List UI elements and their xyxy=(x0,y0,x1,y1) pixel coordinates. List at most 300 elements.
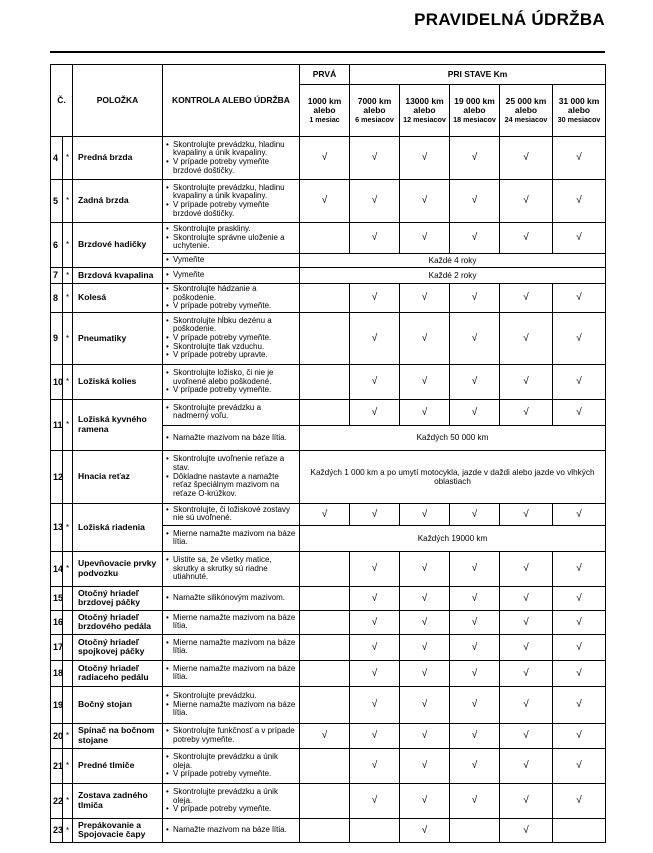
control-list xyxy=(166,727,297,744)
row-number: 18 xyxy=(51,660,63,686)
check-cell: √ xyxy=(400,610,450,634)
row-item: Otočný hriadeľ brzdového pedála xyxy=(73,610,163,634)
check-cell: √ xyxy=(350,399,400,425)
control-list xyxy=(166,141,297,176)
control-item: • V prípade potreby vymeňte brzdové doštičky. xyxy=(166,158,297,175)
check-cell: √ xyxy=(350,723,400,748)
row-number: 14 xyxy=(51,551,63,586)
check-cell xyxy=(300,399,350,425)
row-control xyxy=(163,723,300,748)
interval-header xyxy=(553,85,606,137)
check-cell xyxy=(300,364,350,399)
row-item: Zadná brzda xyxy=(73,180,163,223)
row-number: 23 xyxy=(51,818,63,842)
check-cell: √ xyxy=(350,312,400,364)
interval-or: alebo xyxy=(567,105,591,116)
control-item: • V prípade potreby vymeňte. xyxy=(166,805,297,814)
check-cell: √ xyxy=(500,551,553,586)
check-cell: √ xyxy=(450,180,500,223)
row-number: 15 xyxy=(51,586,63,610)
interval-note: Každých 1 000 km a po umytí motocykla, jazde v daždi alebo jazde vo vlhkých oblastiach xyxy=(300,450,606,503)
check-cell: √ xyxy=(450,723,500,748)
check-cell: √ xyxy=(300,503,350,525)
row-item: Otočný hriadeľ radiaceho pedálu xyxy=(73,660,163,686)
check-cell: √ xyxy=(350,503,400,525)
check-cell: √ xyxy=(400,660,450,686)
row-number: 9 xyxy=(51,312,63,364)
row-star: * xyxy=(63,268,73,284)
row-star: * xyxy=(63,818,73,842)
control-item: • V prípade potreby vymeňte. xyxy=(166,334,297,343)
check-cell: √ xyxy=(400,399,450,425)
interval-km: 31 000 km xyxy=(558,95,600,106)
check-cell: √ xyxy=(350,610,400,634)
control-item: • Skontrolujte prevádzku, hladinu kvapaliny a únik kvapaliny. xyxy=(166,184,297,201)
check-cell: √ xyxy=(500,686,553,723)
interval-note: Každých 19000 km xyxy=(300,525,606,551)
header-item: POLOŽKA xyxy=(73,65,163,137)
check-cell xyxy=(350,818,400,842)
title-rule xyxy=(50,51,605,53)
table-row xyxy=(51,399,606,425)
check-cell: √ xyxy=(450,610,500,634)
check-cell: √ xyxy=(400,503,450,525)
check-cell: √ xyxy=(553,634,606,660)
table-row xyxy=(51,137,606,180)
page-title: PRAVIDELNÁ ÚDRŽBA xyxy=(414,10,605,29)
check-cell xyxy=(300,610,350,634)
row-control xyxy=(163,223,300,254)
interval-months: 1 mesiac xyxy=(309,115,340,125)
row-item: Ložiská riadenia xyxy=(73,503,163,551)
check-cell: √ xyxy=(500,503,553,525)
interval-header xyxy=(500,85,553,137)
table-row xyxy=(51,284,606,313)
row-control xyxy=(163,450,300,503)
interval-or: alebo xyxy=(363,105,386,116)
row-item: Hnacia reťaz xyxy=(73,450,163,503)
check-cell: √ xyxy=(553,284,606,313)
control-item: • V prípade potreby vymeňte. xyxy=(166,386,297,395)
check-cell xyxy=(300,783,350,818)
check-cell: √ xyxy=(553,586,606,610)
control-list xyxy=(166,753,297,779)
control-item: • Skontrolujte prevádzku. xyxy=(166,692,297,701)
row-number: 10 xyxy=(51,364,63,399)
control-list xyxy=(166,556,297,582)
row-number: 4 xyxy=(51,137,63,180)
check-cell: √ xyxy=(553,503,606,525)
control-list xyxy=(166,404,297,421)
table-row xyxy=(51,450,606,503)
row-number: 11 xyxy=(51,399,63,450)
interval-km: 1000 km xyxy=(307,95,342,106)
row-item: Predné tlmiče xyxy=(73,748,163,783)
check-cell: √ xyxy=(450,399,500,425)
control-list xyxy=(166,271,297,280)
check-cell: √ xyxy=(553,312,606,364)
control-item: • Uistite sa, že všetky matice, skrutky a skrutky sú riadne utiahnuté. xyxy=(166,556,297,582)
row-number: 12 xyxy=(51,450,63,503)
table-row xyxy=(51,223,606,254)
control-item: • V prípade potreby vymeňte. xyxy=(166,770,297,779)
row-star: * xyxy=(63,312,73,364)
row-control xyxy=(163,180,300,223)
row-star xyxy=(63,610,73,634)
check-cell: √ xyxy=(553,723,606,748)
check-cell: √ xyxy=(450,783,500,818)
row-number: 8 xyxy=(51,284,63,313)
interval-or: alebo xyxy=(413,105,436,116)
row-item: Zostava zadného tlmiča xyxy=(73,783,163,818)
control-list xyxy=(166,639,297,656)
check-cell: √ xyxy=(450,364,500,399)
check-cell: √ xyxy=(400,818,450,842)
check-cell: √ xyxy=(500,223,553,254)
interval-months: 6 mesiacov xyxy=(355,115,394,125)
row-item: Prepákovanie a Spojovacie čapy xyxy=(73,818,163,842)
check-cell xyxy=(300,223,350,254)
check-cell: √ xyxy=(500,723,553,748)
row-control xyxy=(163,586,300,610)
row-control xyxy=(163,660,300,686)
control-item: • Mierne namažte mazivom na báze lítia. xyxy=(166,665,297,682)
check-cell: √ xyxy=(553,364,606,399)
check-cell: √ xyxy=(400,586,450,610)
row-star: * xyxy=(63,137,73,180)
control-list xyxy=(166,506,297,523)
row-control xyxy=(163,783,300,818)
control-item: • Skontrolujte, či ložiskové zostavy nie sú uvoľnené. xyxy=(166,506,297,523)
table-row xyxy=(51,268,606,284)
check-cell xyxy=(300,748,350,783)
header-odometer: PRI STAVE Km xyxy=(350,65,606,85)
interval-months: 12 mesiacov xyxy=(403,115,446,125)
row-control xyxy=(163,748,300,783)
control-item: • Skontrolujte prevádzku a únik oleja. xyxy=(166,753,297,770)
check-cell: √ xyxy=(400,364,450,399)
control-item: • Skontrolujte uvoľnenie reťaze a stav. xyxy=(166,455,297,472)
check-cell: √ xyxy=(500,312,553,364)
control-item: • V prípade potreby vymeňte. xyxy=(166,302,297,311)
check-cell xyxy=(300,551,350,586)
row-control xyxy=(163,503,300,525)
maintenance-table xyxy=(50,64,606,843)
row-number: 13 xyxy=(51,503,63,551)
row-control xyxy=(163,254,300,268)
check-cell xyxy=(300,586,350,610)
check-cell: √ xyxy=(450,748,500,783)
row-control xyxy=(163,425,300,450)
check-cell xyxy=(300,312,350,364)
check-cell: √ xyxy=(450,586,500,610)
table-row xyxy=(51,180,606,223)
row-star: * xyxy=(63,748,73,783)
check-cell: √ xyxy=(450,223,500,254)
control-item: • Dôkladne nastavte a namažte reťaz špeciálnym mazivom na reťaze O-krúžkov. xyxy=(166,473,297,499)
check-cell: √ xyxy=(350,783,400,818)
check-cell: √ xyxy=(450,284,500,313)
check-cell: √ xyxy=(300,723,350,748)
control-list xyxy=(166,692,297,718)
check-cell: √ xyxy=(400,223,450,254)
row-item: Ložiská kolies xyxy=(73,364,163,399)
control-item: • Skontrolujte prevádzku, hladinu kvapaliny a únik kvapaliny. xyxy=(166,141,297,158)
row-number: 6 xyxy=(51,223,63,268)
row-number: 7 xyxy=(51,268,63,284)
control-list xyxy=(166,455,297,498)
row-item: Spínač na bočnom stojane xyxy=(73,723,163,748)
row-item: Upevňovacie prvky podvozku xyxy=(73,551,163,586)
header-control: KONTROLA ALEBO ÚDRŽBA xyxy=(163,65,300,137)
table-row xyxy=(51,783,606,818)
row-item: Otočný hriadeľ brzdovej páčky xyxy=(73,586,163,610)
row-number: 17 xyxy=(51,634,63,660)
row-control xyxy=(163,364,300,399)
check-cell: √ xyxy=(350,284,400,313)
check-cell: √ xyxy=(300,137,350,180)
check-cell: √ xyxy=(553,660,606,686)
check-cell: √ xyxy=(500,364,553,399)
control-list xyxy=(166,317,297,360)
check-cell: √ xyxy=(450,551,500,586)
control-item: • Skontrolujte tlak vzduchu. xyxy=(166,343,297,352)
check-cell: √ xyxy=(500,586,553,610)
check-cell: √ xyxy=(500,818,553,842)
row-star: * xyxy=(63,180,73,223)
check-cell: √ xyxy=(400,137,450,180)
row-star: * xyxy=(63,399,73,450)
table-row xyxy=(51,312,606,364)
interval-note: Každé 4 roky xyxy=(300,254,606,268)
check-cell: √ xyxy=(500,399,553,425)
control-list xyxy=(166,285,297,311)
interval-months: 18 mesiacov xyxy=(453,115,496,125)
check-cell: √ xyxy=(400,748,450,783)
interval-months: 24 mesiacov xyxy=(504,115,548,125)
interval-km: 19 000 km xyxy=(454,95,495,106)
check-cell: √ xyxy=(400,312,450,364)
check-cell: √ xyxy=(350,748,400,783)
check-cell: √ xyxy=(500,137,553,180)
control-item: • Skontrolujte hĺbku dezénu a poškodenie. xyxy=(166,317,297,334)
control-item: • Mierne namažte mazivom na báze lítia. xyxy=(166,530,297,547)
control-list xyxy=(166,184,297,219)
control-list xyxy=(166,225,297,251)
row-control xyxy=(163,551,300,586)
check-cell xyxy=(300,660,350,686)
row-control xyxy=(163,818,300,842)
interval-km: 25 000 km xyxy=(505,95,547,106)
check-cell: √ xyxy=(400,180,450,223)
row-item: Kolesá xyxy=(73,284,163,313)
check-cell: √ xyxy=(553,551,606,586)
row-star: * xyxy=(63,783,73,818)
check-cell: √ xyxy=(400,723,450,748)
interval-header xyxy=(400,85,450,137)
check-cell: √ xyxy=(400,551,450,586)
control-item: • Skontrolujte prevádzku a únik oleja. xyxy=(166,788,297,805)
row-star xyxy=(63,686,73,723)
table-body xyxy=(51,137,606,843)
row-item: Otočný hriadeľ spojkovej páčky xyxy=(73,634,163,660)
check-cell: √ xyxy=(500,660,553,686)
row-star: * xyxy=(63,284,73,313)
row-number: 22 xyxy=(51,783,63,818)
control-item: • V prípade potreby upravte. xyxy=(166,351,297,360)
row-control xyxy=(163,610,300,634)
row-control xyxy=(163,268,300,284)
check-cell: √ xyxy=(450,137,500,180)
check-cell: √ xyxy=(553,137,606,180)
row-control xyxy=(163,312,300,364)
row-number: 16 xyxy=(51,610,63,634)
interval-or: alebo xyxy=(463,105,486,116)
control-item: • Skontrolujte správne uloženie a uchytenie. xyxy=(166,234,297,251)
row-item: Bočný stojan xyxy=(73,686,163,723)
control-list xyxy=(166,594,297,603)
table-row xyxy=(51,818,606,842)
row-star: * xyxy=(63,223,73,268)
check-cell: √ xyxy=(450,686,500,723)
row-control xyxy=(163,399,300,425)
table-row xyxy=(51,723,606,748)
control-item: • Vymeňte xyxy=(166,271,297,280)
control-item: • Mierne namažte mazivom na báze lítia. xyxy=(166,614,297,631)
check-cell: √ xyxy=(350,586,400,610)
check-cell: √ xyxy=(350,634,400,660)
control-list xyxy=(166,614,297,631)
check-cell: √ xyxy=(553,399,606,425)
check-cell: √ xyxy=(500,180,553,223)
row-star xyxy=(63,634,73,660)
row-item: Brzdová kvapalina xyxy=(73,268,163,284)
check-cell: √ xyxy=(553,610,606,634)
control-item: • Skontrolujte prevádzku a nadmerný voľu. xyxy=(166,404,297,421)
control-item: • Vymeňte xyxy=(166,256,297,265)
interval-note: Každé 2 roky xyxy=(300,268,606,284)
control-list xyxy=(166,788,297,814)
check-cell: √ xyxy=(500,284,553,313)
row-control xyxy=(163,686,300,723)
table-row xyxy=(51,634,606,660)
check-cell: √ xyxy=(350,660,400,686)
check-cell: √ xyxy=(500,610,553,634)
control-item: • Skontrolujte hádzanie a poškodenie. xyxy=(166,285,297,302)
control-item: • Skontrolujte praskliny. xyxy=(166,225,297,234)
table-row xyxy=(51,586,606,610)
check-cell: √ xyxy=(400,634,450,660)
control-list xyxy=(166,530,297,547)
check-cell: √ xyxy=(500,748,553,783)
control-list xyxy=(166,434,297,443)
row-item: Pneumatiky xyxy=(73,312,163,364)
control-list xyxy=(166,826,297,835)
control-item: • Namažte mazivom na báze lítia. xyxy=(166,434,297,443)
check-cell xyxy=(300,634,350,660)
interval-or: alebo xyxy=(313,105,336,116)
table-row xyxy=(51,610,606,634)
row-control xyxy=(163,634,300,660)
interval-header xyxy=(350,85,400,137)
check-cell: √ xyxy=(500,783,553,818)
check-cell: √ xyxy=(350,364,400,399)
table-row xyxy=(51,364,606,399)
check-cell: √ xyxy=(350,137,400,180)
row-number: 21 xyxy=(51,748,63,783)
interval-months: 30 mesiacov xyxy=(557,115,601,125)
check-cell: √ xyxy=(400,783,450,818)
check-cell xyxy=(300,284,350,313)
control-item: • V prípade potreby vymeňte brzdové doštičky. xyxy=(166,201,297,218)
interval-or: alebo xyxy=(514,105,538,116)
check-cell: √ xyxy=(553,686,606,723)
check-cell: √ xyxy=(350,223,400,254)
row-star: * xyxy=(63,364,73,399)
check-cell: √ xyxy=(553,180,606,223)
table-row xyxy=(51,748,606,783)
row-item: Predná brzda xyxy=(73,137,163,180)
row-star xyxy=(63,586,73,610)
interval-header xyxy=(300,85,350,137)
control-list xyxy=(166,665,297,682)
interval-km: 13000 km xyxy=(405,95,444,106)
check-cell: √ xyxy=(450,660,500,686)
check-cell: √ xyxy=(553,748,606,783)
control-list xyxy=(166,369,297,395)
row-number: 19 xyxy=(51,686,63,723)
row-control xyxy=(163,284,300,313)
check-cell: √ xyxy=(450,634,500,660)
check-cell: √ xyxy=(500,634,553,660)
table-row xyxy=(51,503,606,525)
control-item: • Mierne namažte mazivom na báze lítia. xyxy=(166,639,297,656)
check-cell xyxy=(300,818,350,842)
interval-header xyxy=(450,85,500,137)
header-first-service: PRVÁ xyxy=(300,65,350,85)
control-item: • Namažte silikónovým mazivom. xyxy=(166,594,297,603)
interval-km: 7000 km xyxy=(357,95,392,106)
check-cell: √ xyxy=(350,180,400,223)
check-cell: √ xyxy=(553,223,606,254)
row-star xyxy=(63,450,73,503)
row-star: * xyxy=(63,723,73,748)
control-item: • Skontrolujte ložisko, či nie je uvoľnené alebo poškodené. xyxy=(166,369,297,386)
check-cell xyxy=(300,686,350,723)
interval-note: Každých 50 000 km xyxy=(300,425,606,450)
check-cell xyxy=(450,818,500,842)
row-star: * xyxy=(63,503,73,551)
table-row xyxy=(51,686,606,723)
row-control xyxy=(163,525,300,551)
control-item: • Namažte mazivom na báze lítia. xyxy=(166,826,297,835)
row-item: Brzdové hadičky xyxy=(73,223,163,268)
control-item: • Mierne namažte mazivom na báze lítia. xyxy=(166,701,297,718)
check-cell: √ xyxy=(450,503,500,525)
check-cell: √ xyxy=(350,551,400,586)
row-number: 5 xyxy=(51,180,63,223)
check-cell: √ xyxy=(350,686,400,723)
check-cell: √ xyxy=(553,783,606,818)
check-cell: √ xyxy=(450,312,500,364)
control-item: • Skontrolujte funkčnosť a v prípade potreby vymeňte. xyxy=(166,727,297,744)
header-number: Č. xyxy=(51,65,73,137)
row-star xyxy=(63,660,73,686)
row-number: 20 xyxy=(51,723,63,748)
row-star: * xyxy=(63,551,73,586)
check-cell xyxy=(553,818,606,842)
row-item: Ložiská kyvného ramena xyxy=(73,399,163,450)
